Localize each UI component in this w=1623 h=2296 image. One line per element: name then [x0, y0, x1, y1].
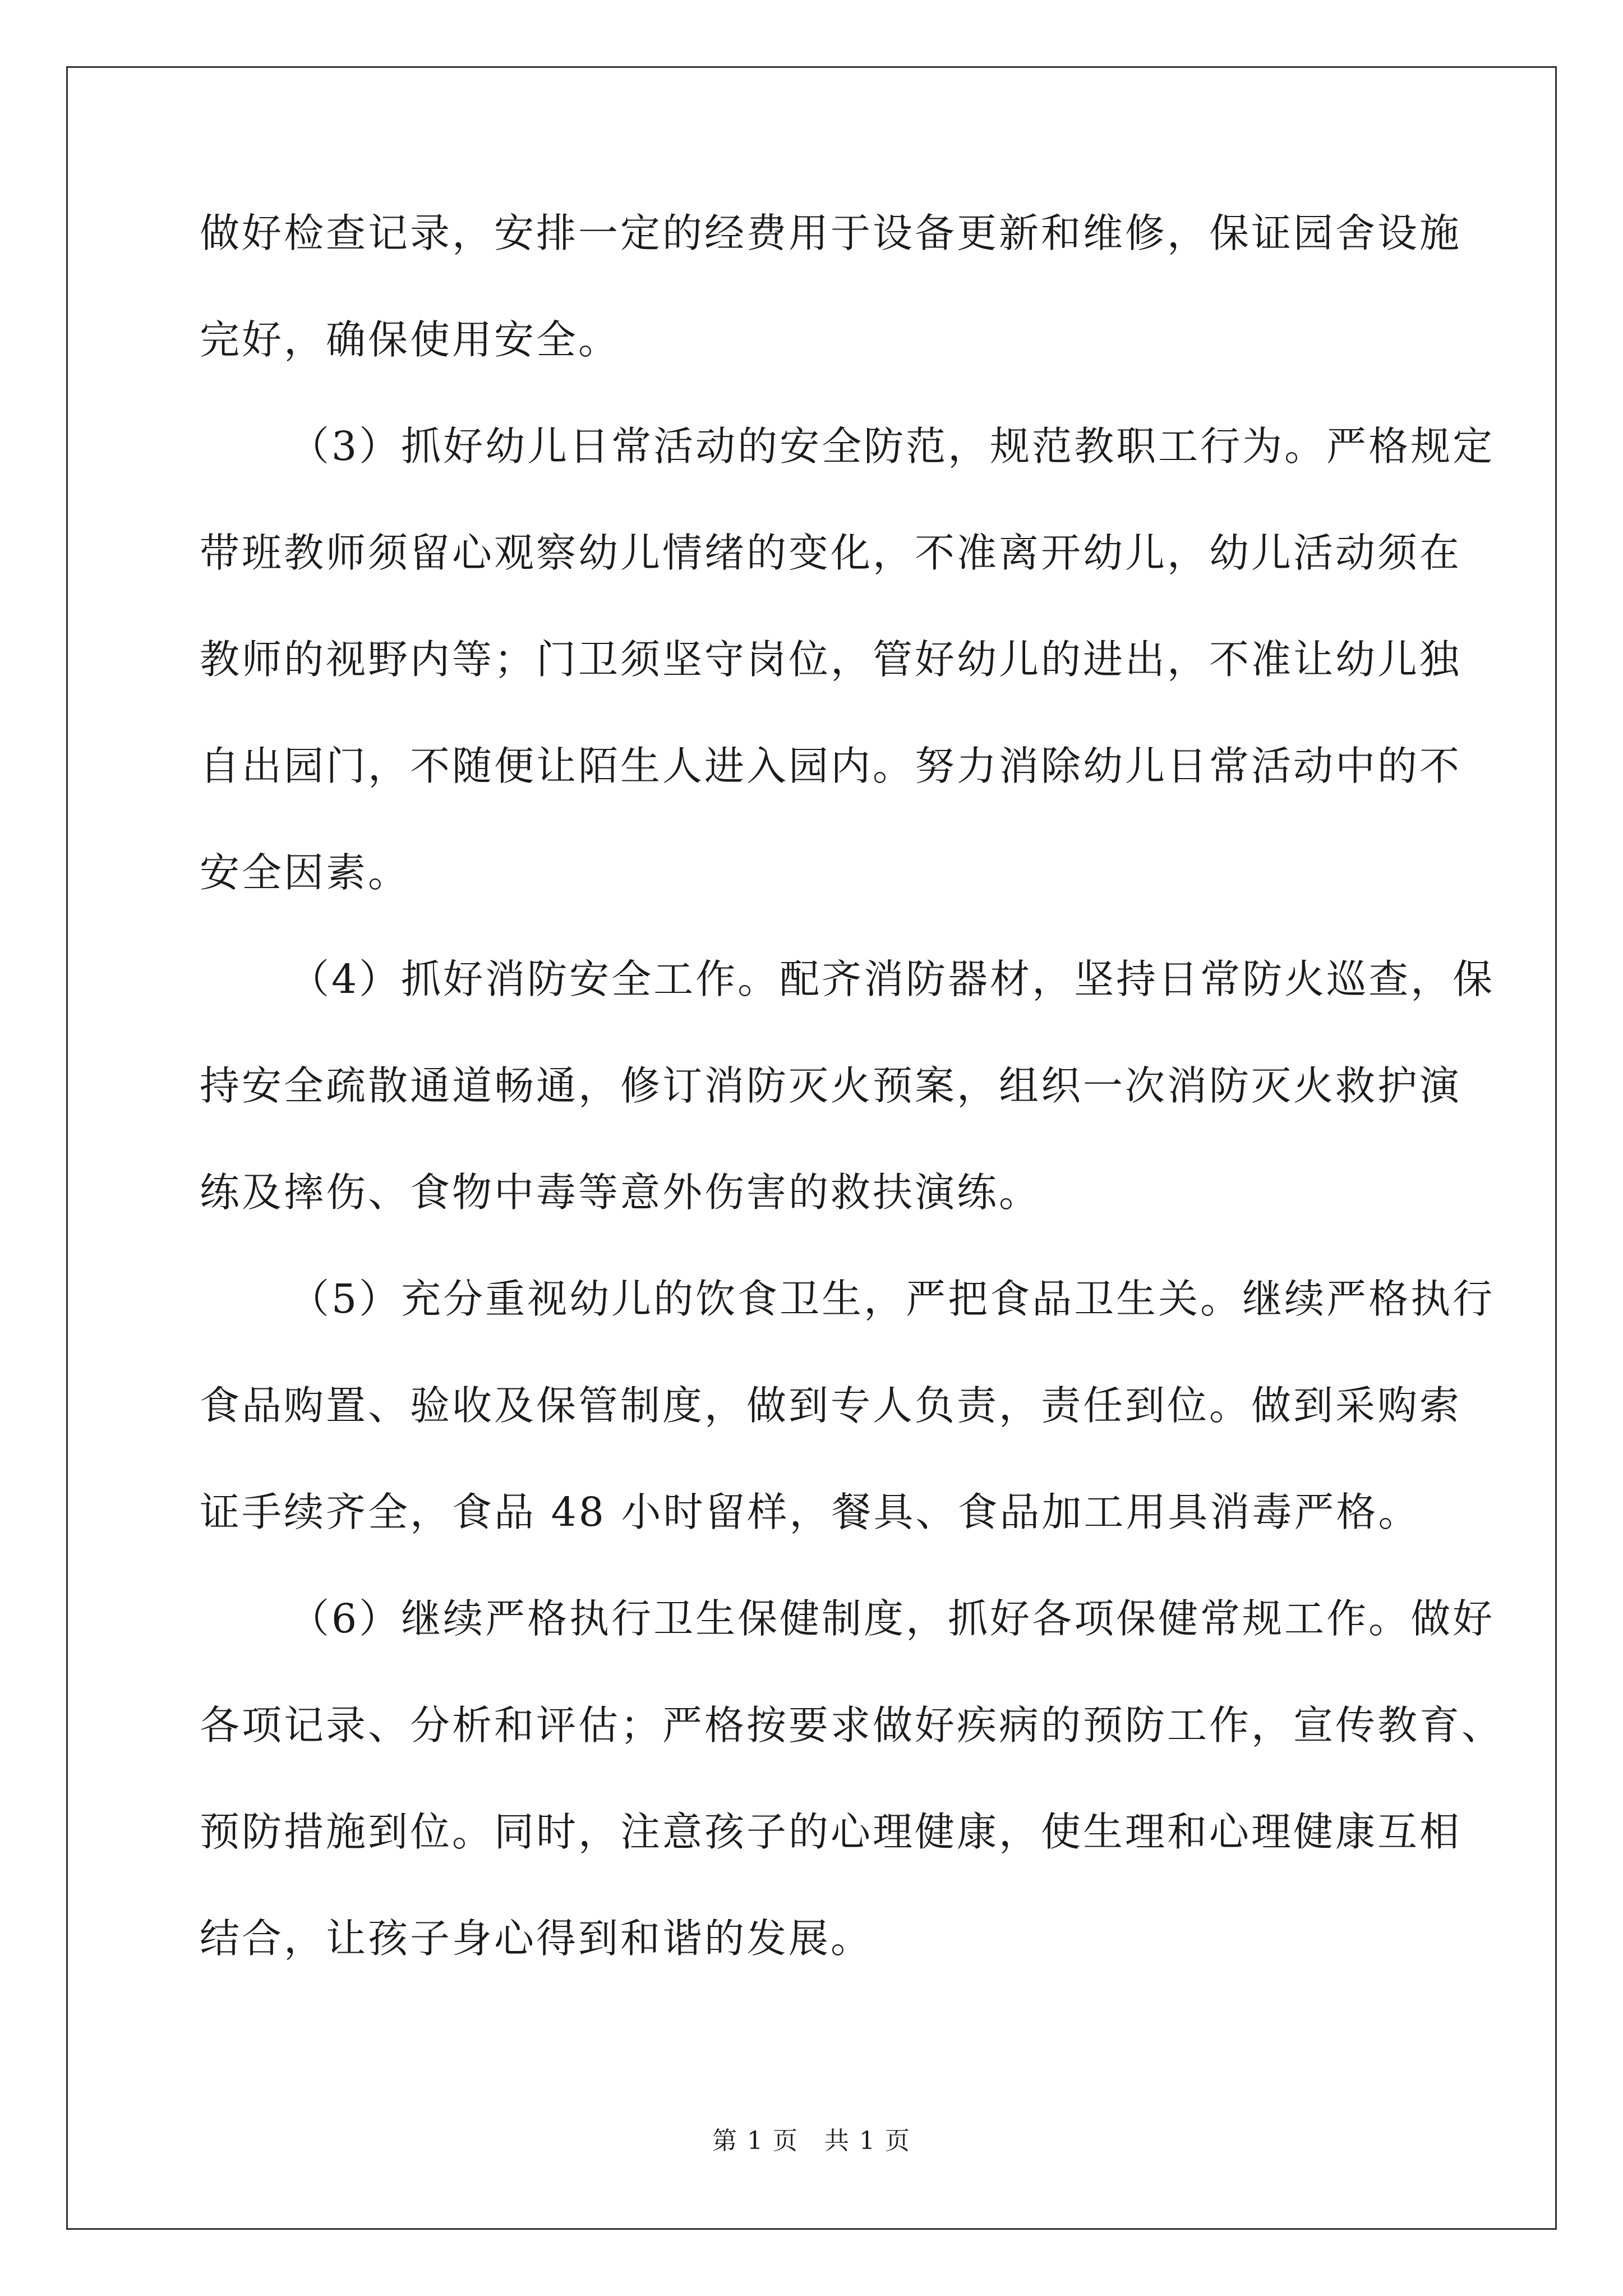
paragraph-5-line-4: 结合，让孩子身心得到和谐的发展。	[200, 1915, 873, 1962]
document-body	[200, 210, 1504, 2025]
paragraph-2-line-1: （3）抓好幼儿日常活动的安全防范，规范教职工行为。严格规定	[289, 423, 1495, 470]
paragraph-1-line-2: 完好，确保使用安全。	[200, 316, 621, 363]
paragraph-3-line-3: 练及摔伤、食物中毒等意外伤害的救扶演练。	[200, 1169, 1041, 1216]
paragraph-4-line-2: 食品购置、验收及保管制度，做到专人负责，责任到位。做到采购索	[200, 1382, 1462, 1429]
page-footer: 第 1 页 共 1 页	[712, 2127, 911, 2155]
paragraph-5-line-1: （6）继续严格执行卫生保健制度，抓好各项保健常规工作。做好	[289, 1595, 1495, 1642]
paragraph-3-line-1: （4）抓好消防安全工作。配齐消防器材，坚持日常防火巡查，保	[289, 956, 1495, 1002]
paragraph-4-line-3: 证手续齐全，食品 48 小时留样，餐具、食品加工用具消毒严格。	[200, 1489, 1421, 1535]
paragraph-2-line-4: 自出园门，不随便让陌生人进入园内。努力消除幼儿日常活动中的不	[200, 743, 1462, 789]
paragraph-5-line-2: 各项记录、分析和评估；严格按要求做好疾病的预防工作，宣传教育、	[200, 1702, 1504, 1749]
paragraph-2-line-2: 带班教师须留心观察幼儿情绪的变化，不准离开幼儿，幼儿活动须在	[200, 530, 1462, 576]
paragraph-5-line-3: 预防措施到位。同时，注意孩子的心理健康，使生理和心理健康互相	[200, 1809, 1462, 1855]
paragraph-2-line-5: 安全因素。	[200, 849, 411, 896]
paragraph-2-line-3: 教师的视野内等；门卫须坚守岗位，管好幼儿的进出，不准让幼儿独	[200, 636, 1462, 683]
paragraph-3-line-2: 持安全疏散通道畅通，修订消防灭火预案，组织一次消防灭火救护演	[200, 1062, 1462, 1109]
paragraph-1-line-1: 做好检查记录，安排一定的经费用于设备更新和维修，保证园舍设施	[200, 210, 1462, 256]
paragraph-4-line-1: （5）充分重视幼儿的饮食卫生，严把食品卫生关。继续严格执行	[289, 1276, 1495, 1322]
